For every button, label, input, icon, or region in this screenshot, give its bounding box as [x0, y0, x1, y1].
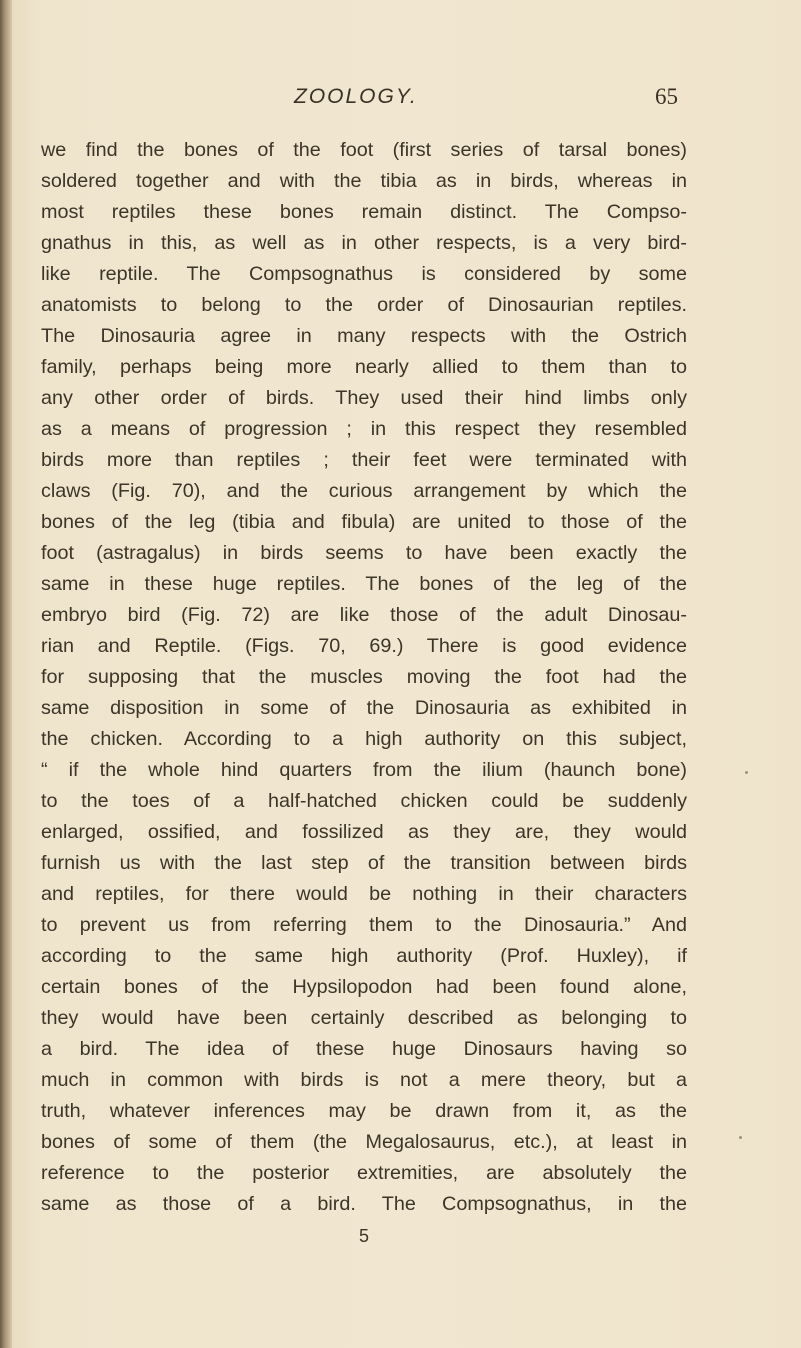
signature-mark: 5 — [359, 1226, 370, 1246]
text-line: same in these huge reptiles. The bones of the leg of the — [41, 573, 687, 595]
text-line: and reptiles, for there would be nothing in their characters — [41, 883, 687, 905]
text-line: The Dinosauria agree in many respects with the Ostrich — [41, 325, 687, 347]
running-title: ZOOLOGY. — [294, 85, 418, 108]
text-line: birds more than reptiles ; their feet were terminated with — [41, 449, 687, 471]
text-line: according to the same high authority (Prof. Huxley), if — [41, 945, 687, 967]
text-line: rian and Reptile. (Figs. 70, 69.) There is good evidence — [41, 635, 687, 657]
text-line: same as those of a bird. The Compsognathus, in the — [41, 1193, 687, 1215]
text-line: claws (Fig. 70), and the curious arrangement by which the — [41, 480, 687, 502]
text-line: like reptile. The Compsognathus is considered by some — [41, 263, 687, 285]
text-line: for supposing that the muscles moving the foot had the — [41, 666, 687, 688]
text-line: soldered together and with the tibia as in birds, whereas in — [41, 170, 687, 192]
text-line: furnish us with the last step of the transition between birds — [41, 852, 687, 874]
text-line: reference to the posterior extremities, are absolutely the — [41, 1162, 687, 1184]
text-line: foot (astragalus) in birds seems to have been exactly the — [41, 542, 687, 564]
text-line: enlarged, ossified, and fossilized as they are, they would — [41, 821, 687, 843]
text-line: much in common with birds is not a mere theory, but a — [41, 1069, 687, 1091]
text-line: anatomists to belong to the order of Dinosaurian reptiles. — [41, 294, 687, 316]
page-binding-edge — [0, 0, 12, 1348]
text-line: most reptiles these bones remain distinct. The Compso- — [41, 201, 687, 223]
text-line: a bird. The idea of these huge Dinosaurs having so — [41, 1038, 687, 1060]
text-line: to the toes of a half-hatched chicken could be suddenly — [41, 790, 687, 812]
text-line: the chicken. According to a high authority on this subject, — [41, 728, 687, 750]
text-line: truth, whatever inferences may be drawn from it, as the — [41, 1100, 687, 1122]
paper-speck — [745, 771, 748, 774]
paper-speck — [739, 1136, 742, 1139]
text-line: bones of some of them (the Megalosaurus, etc.), at least in — [41, 1131, 687, 1153]
text-line: gnathus in this, as well as in other respects, is a very bird- — [41, 232, 687, 254]
text-line: to prevent us from referring them to the Dinosauria.” And — [41, 914, 687, 936]
text-line: any other order of birds. They used their hind limbs only — [41, 387, 687, 409]
text-line: certain bones of the Hypsilopodon had been found alone, — [41, 976, 687, 998]
text-line: as a means of progression ; in this respect they resembled — [41, 418, 687, 440]
body-text — [38, 135, 687, 1220]
text-line: bones of the leg (tibia and fibula) are united to those of the — [41, 511, 687, 533]
text-line: “ if the whole hind quarters from the ilium (haunch bone) — [41, 759, 687, 781]
text-line: we find the bones of the foot (first series of tarsal bones) — [41, 139, 687, 161]
text-line: they would have been certainly described as belonging to — [41, 1007, 687, 1029]
text-line: same disposition in some of the Dinosauria as exhibited in — [41, 697, 687, 719]
page-header — [294, 80, 678, 114]
text-line: family, perhaps being more nearly allied to them than to — [41, 356, 687, 378]
page-number: 65 — [655, 84, 678, 109]
text-line: embryo bird (Fig. 72) are like those of the adult Dinosau- — [41, 604, 687, 626]
